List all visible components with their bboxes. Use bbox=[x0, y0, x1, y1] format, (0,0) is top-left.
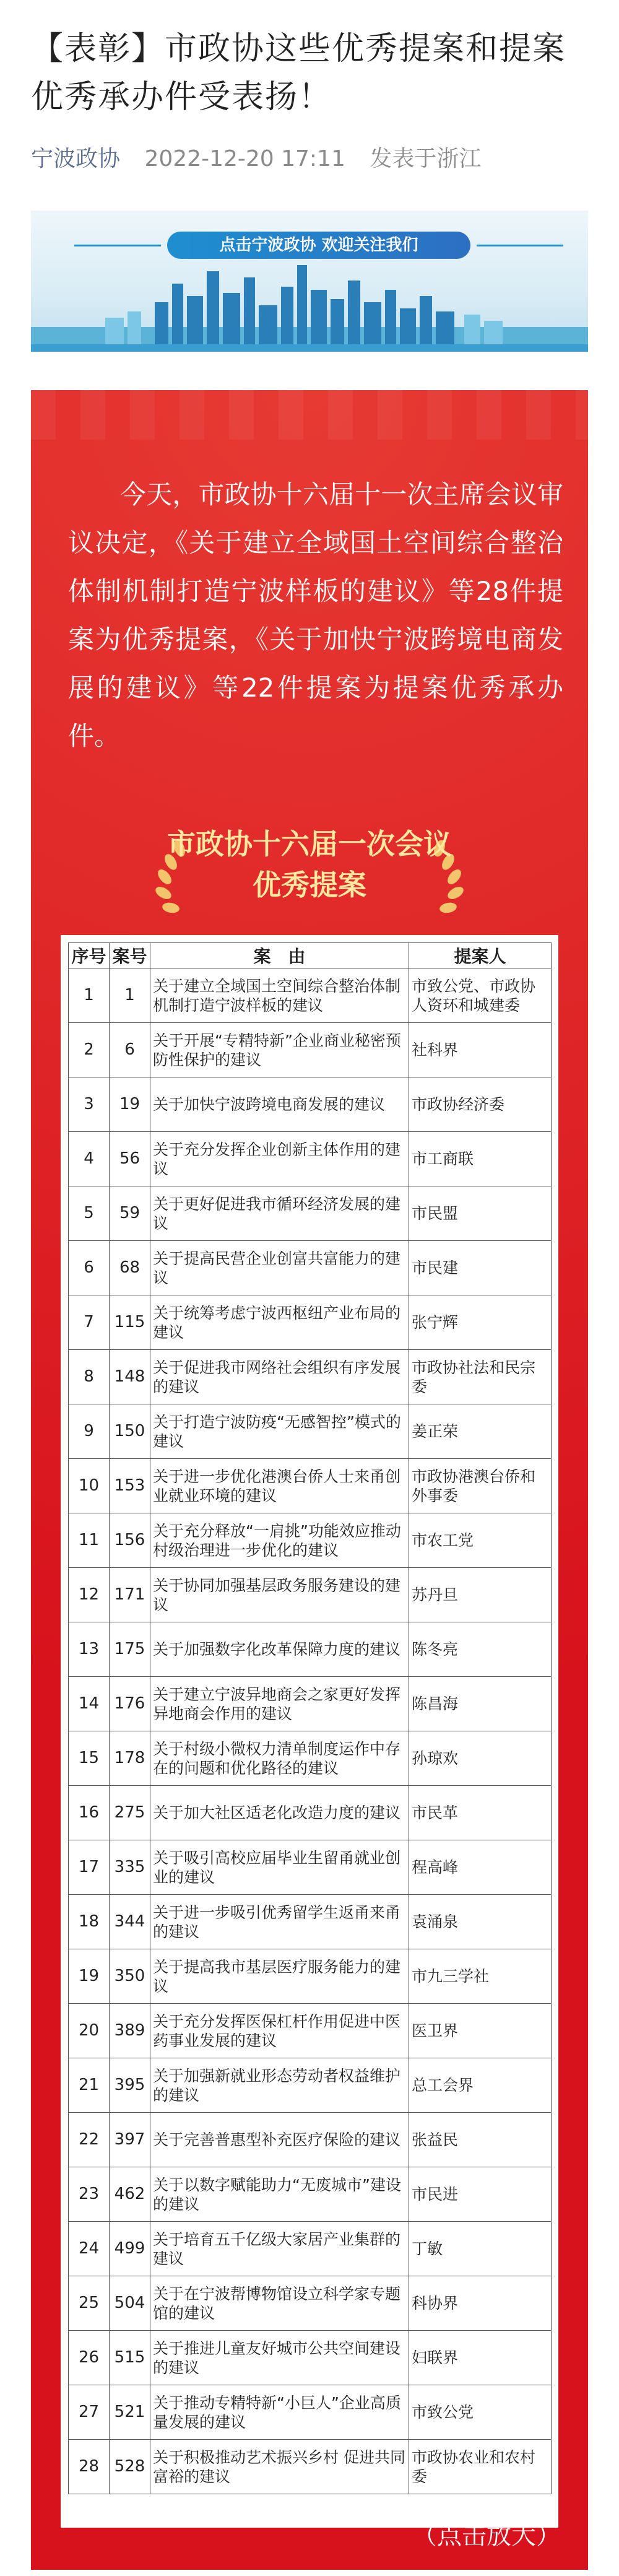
table-row bbox=[69, 2167, 552, 2222]
table-row bbox=[69, 2113, 552, 2167]
publish-location: 发表于浙江 bbox=[370, 146, 482, 172]
table-row bbox=[69, 1350, 552, 1404]
cell-case-no: 1 bbox=[110, 968, 150, 1023]
cell-case-no: 59 bbox=[110, 1186, 150, 1241]
banner-divider-right bbox=[477, 245, 563, 246]
cell-case-no: 350 bbox=[110, 1949, 150, 2004]
cell-proposer: 市九三学社 bbox=[409, 1949, 552, 2004]
cell-subject: 关于完善普惠型补充医疗保险的建议 bbox=[150, 2113, 409, 2167]
cell-case-no: 6 bbox=[110, 1023, 150, 1077]
cell-subject: 关于统筹考虑宁波西枢纽产业布局的建议 bbox=[150, 1295, 409, 1350]
cell-case-no: 148 bbox=[110, 1350, 150, 1404]
cell-subject: 关于推进儿童友好城市公共空间建设的建议 bbox=[150, 2331, 409, 2385]
cell-seq: 15 bbox=[69, 1731, 110, 1786]
cell-proposer: 陈昌海 bbox=[409, 1677, 552, 1731]
account-link[interactable]: 宁波政协 bbox=[31, 146, 121, 172]
cell-seq: 7 bbox=[69, 1295, 110, 1350]
cell-case-no: 521 bbox=[110, 2385, 150, 2440]
header-seq: 序号 bbox=[69, 943, 110, 968]
table-row bbox=[69, 1132, 552, 1186]
cell-proposer: 孙琼欢 bbox=[409, 1731, 552, 1786]
cell-case-no: 499 bbox=[110, 2222, 150, 2276]
section-heading bbox=[31, 824, 588, 905]
table-row bbox=[69, 2440, 552, 2494]
cell-seq: 18 bbox=[69, 1895, 110, 1949]
cell-subject: 关于以数字赋能助力“无废城市”建设的建议 bbox=[150, 2167, 409, 2222]
cell-subject: 关于更好促进我市循环经济发展的建议 bbox=[150, 1186, 409, 1241]
cell-case-no: 176 bbox=[110, 1677, 150, 1731]
cell-seq: 12 bbox=[69, 1568, 110, 1622]
cell-proposer: 市致公党 bbox=[409, 2385, 552, 2440]
cell-subject: 关于促进我市网络社会组织有序发展的建议 bbox=[150, 1350, 409, 1404]
table-header-row bbox=[69, 943, 552, 968]
cell-proposer: 市民盟 bbox=[409, 1186, 552, 1241]
table-row bbox=[69, 1241, 552, 1295]
table-row bbox=[69, 1404, 552, 1459]
cell-case-no: 515 bbox=[110, 2331, 150, 2385]
table-row bbox=[69, 2331, 552, 2385]
publish-date: 2022-12-20 17:11 bbox=[144, 146, 345, 172]
cell-subject: 关于加大社区适老化改造力度的建议 bbox=[150, 1786, 409, 1840]
cell-seq: 23 bbox=[69, 2167, 110, 2222]
cell-seq: 22 bbox=[69, 2113, 110, 2167]
table-row bbox=[69, 1077, 552, 1132]
table-row bbox=[69, 1840, 552, 1895]
poster-pattern bbox=[31, 390, 588, 440]
cell-proposer: 市政协经济委 bbox=[409, 1077, 552, 1132]
cell-subject: 关于进一步吸引优秀留学生返甬来甬的建议 bbox=[150, 1895, 409, 1949]
cell-case-no: 171 bbox=[110, 1568, 150, 1622]
table-row bbox=[69, 1186, 552, 1241]
cell-case-no: 19 bbox=[110, 1077, 150, 1132]
cell-case-no: 335 bbox=[110, 1840, 150, 1895]
cell-subject: 关于提高我市基层医疗服务能力的建议 bbox=[150, 1949, 409, 2004]
cell-case-no: 115 bbox=[110, 1295, 150, 1350]
cell-subject: 关于村级小微权力清单制度运作中存在的问题和优化路径的建议 bbox=[150, 1731, 409, 1786]
cell-proposer: 市致公党、市政协人资环和城建委 bbox=[409, 968, 552, 1023]
cell-subject: 关于积极推动艺术振兴乡村 促进共同富裕的建议 bbox=[150, 2440, 409, 2494]
cell-subject: 关于吸引高校应届毕业生留甬就业创业的建议 bbox=[150, 1840, 409, 1895]
cell-seq: 16 bbox=[69, 1786, 110, 1840]
cell-proposer: 市民进 bbox=[409, 2167, 552, 2222]
cell-case-no: 56 bbox=[110, 1132, 150, 1186]
cell-case-no: 397 bbox=[110, 2113, 150, 2167]
cell-case-no: 528 bbox=[110, 2440, 150, 2494]
cell-seq: 14 bbox=[69, 1677, 110, 1731]
table-row bbox=[69, 2385, 552, 2440]
cell-subject: 关于在宁波帮博物馆设立科学家专题馆的建议 bbox=[150, 2276, 409, 2331]
banner-follow-text: 点击宁波政协 欢迎关注我们 bbox=[167, 232, 470, 259]
table-row bbox=[69, 1023, 552, 1077]
cell-case-no: 462 bbox=[110, 2167, 150, 2222]
cell-seq: 25 bbox=[69, 2276, 110, 2331]
cell-subject: 关于充分释放“一肩挑”功能效应推动村级治理进一步优化的建议 bbox=[150, 1513, 409, 1568]
zoom-hint: （点击放大） bbox=[412, 2522, 561, 2550]
article-meta bbox=[31, 141, 481, 173]
cell-case-no: 504 bbox=[110, 2276, 150, 2331]
city-skyline-image bbox=[31, 259, 588, 352]
cell-seq: 17 bbox=[69, 1840, 110, 1895]
cell-seq: 6 bbox=[69, 1241, 110, 1295]
cell-seq: 1 bbox=[69, 968, 110, 1023]
cell-proposer: 总工会界 bbox=[409, 2058, 552, 2113]
cell-seq: 9 bbox=[69, 1404, 110, 1459]
cell-proposer: 市工商联 bbox=[409, 1132, 552, 1186]
cell-subject: 关于加快宁波跨境电商发展的建议 bbox=[150, 1077, 409, 1132]
follow-banner[interactable] bbox=[31, 211, 588, 352]
cell-subject: 关于充分发挥企业创新主体作用的建议 bbox=[150, 1132, 409, 1186]
cell-proposer: 市民革 bbox=[409, 1786, 552, 1840]
cell-seq: 5 bbox=[69, 1186, 110, 1241]
table-row bbox=[69, 1459, 552, 1513]
cell-seq: 19 bbox=[69, 1949, 110, 2004]
table-row bbox=[69, 1295, 552, 1350]
table-row bbox=[69, 1895, 552, 1949]
cell-case-no: 389 bbox=[110, 2004, 150, 2058]
poster-intro bbox=[68, 471, 563, 760]
header-case-no: 案号 bbox=[110, 943, 150, 968]
cell-subject: 关于推动专精特新“小巨人”企业高质量发展的建议 bbox=[150, 2385, 409, 2440]
proposals-table-container bbox=[61, 935, 558, 2528]
cell-case-no: 178 bbox=[110, 1731, 150, 1786]
cell-subject: 关于建立宁波异地商会之家更好发挥异地商会作用的建议 bbox=[150, 1677, 409, 1731]
cell-seq: 10 bbox=[69, 1459, 110, 1513]
table-row bbox=[69, 1568, 552, 1622]
cell-seq: 21 bbox=[69, 2058, 110, 2113]
table-row bbox=[69, 2222, 552, 2276]
cell-proposer: 张益民 bbox=[409, 2113, 552, 2167]
table-row bbox=[69, 1677, 552, 1731]
cell-subject: 关于加强新就业形态劳动者权益维护的建议 bbox=[150, 2058, 409, 2113]
cell-subject: 关于打造宁波防疫“无感智控”模式的建议 bbox=[150, 1404, 409, 1459]
cell-proposer: 妇联界 bbox=[409, 2331, 552, 2385]
header-proposer: 提案人 bbox=[409, 943, 552, 968]
intro-paragraph: 今天，市政协十六届十一次主席会议审议决定，《关于建立全域国土空间综合整治体制机制打造宁波样板的建议》等28件提案为优秀提案，《关于加快宁波跨境电商发展的建议》等22件提案为提案优秀承办件。 bbox=[68, 479, 563, 751]
cell-proposer: 市政协港澳台侨和外事委 bbox=[409, 1459, 552, 1513]
cell-proposer: 市农工党 bbox=[409, 1513, 552, 1568]
table-row bbox=[69, 1949, 552, 2004]
cell-seq: 8 bbox=[69, 1350, 110, 1404]
heading-line-1: 市政协十六届一次会议 bbox=[167, 827, 452, 861]
cell-subject: 关于加强数字化改革保障力度的建议 bbox=[150, 1622, 409, 1677]
cell-proposer: 丁敏 bbox=[409, 2222, 552, 2276]
cell-proposer: 苏丹旦 bbox=[409, 1568, 552, 1622]
cell-proposer: 科协界 bbox=[409, 2276, 552, 2331]
cell-case-no: 395 bbox=[110, 2058, 150, 2113]
cell-subject: 关于进一步优化港澳台侨人士来甬创业就业环境的建议 bbox=[150, 1459, 409, 1513]
table-body bbox=[69, 968, 552, 2494]
cell-subject: 关于协同加强基层政务服务建设的建议 bbox=[150, 1568, 409, 1622]
table-row bbox=[69, 1786, 552, 1840]
table-row bbox=[69, 1731, 552, 1786]
table-row bbox=[69, 968, 552, 1023]
cell-proposer: 陈冬亮 bbox=[409, 1622, 552, 1677]
cell-proposer: 市政协农业和农村委 bbox=[409, 2440, 552, 2494]
cell-proposer: 医卫界 bbox=[409, 2004, 552, 2058]
cell-subject: 关于建立全域国土空间综合整治体制机制打造宁波样板的建议 bbox=[150, 968, 409, 1023]
table-row bbox=[69, 1513, 552, 1568]
cell-case-no: 275 bbox=[110, 1786, 150, 1840]
cell-seq: 2 bbox=[69, 1023, 110, 1077]
cell-seq: 26 bbox=[69, 2331, 110, 2385]
cell-seq: 3 bbox=[69, 1077, 110, 1132]
cell-case-no: 175 bbox=[110, 1622, 150, 1677]
cell-seq: 24 bbox=[69, 2222, 110, 2276]
table-row bbox=[69, 1622, 552, 1677]
cell-case-no: 156 bbox=[110, 1513, 150, 1568]
cell-subject: 关于提高民营企业创富共富能力的建议 bbox=[150, 1241, 409, 1295]
cell-proposer: 袁涌泉 bbox=[409, 1895, 552, 1949]
cell-case-no: 344 bbox=[110, 1895, 150, 1949]
cell-proposer: 市民建 bbox=[409, 1241, 552, 1295]
red-poster-image[interactable] bbox=[31, 390, 588, 2570]
cell-subject: 关于培育五千亿级大家居产业集群的建议 bbox=[150, 2222, 409, 2276]
cell-proposer: 社科界 bbox=[409, 1023, 552, 1077]
table-row bbox=[69, 2004, 552, 2058]
cell-proposer: 市政协社法和民宗委 bbox=[409, 1350, 552, 1404]
cell-proposer: 程高峰 bbox=[409, 1840, 552, 1895]
heading-line-2: 优秀提案 bbox=[253, 868, 366, 902]
cell-seq: 27 bbox=[69, 2385, 110, 2440]
cell-subject: 关于充分发挥医保杠杆作用促进中医药事业发展的建议 bbox=[150, 2004, 409, 2058]
cell-seq: 13 bbox=[69, 1622, 110, 1677]
cell-seq: 20 bbox=[69, 2004, 110, 2058]
cell-case-no: 153 bbox=[110, 1459, 150, 1513]
header-subject: 案 由 bbox=[150, 943, 409, 968]
cell-case-no: 150 bbox=[110, 1404, 150, 1459]
cell-seq: 28 bbox=[69, 2440, 110, 2494]
cell-seq: 4 bbox=[69, 1132, 110, 1186]
cell-proposer: 姜正荣 bbox=[409, 1404, 552, 1459]
cell-seq: 11 bbox=[69, 1513, 110, 1568]
table-row bbox=[69, 2058, 552, 2113]
banner-divider-left bbox=[74, 245, 161, 246]
cell-case-no: 68 bbox=[110, 1241, 150, 1295]
article-title: 【表彰】市政协这些优秀提案和提案优秀承办件受表扬！ bbox=[31, 30, 566, 116]
cell-subject: 关于开展“专精特新”企业商业秘密预防性保护的建议 bbox=[150, 1023, 409, 1077]
cell-proposer: 张宁辉 bbox=[409, 1295, 552, 1350]
proposals-table bbox=[68, 942, 552, 2494]
table-row bbox=[69, 2276, 552, 2331]
